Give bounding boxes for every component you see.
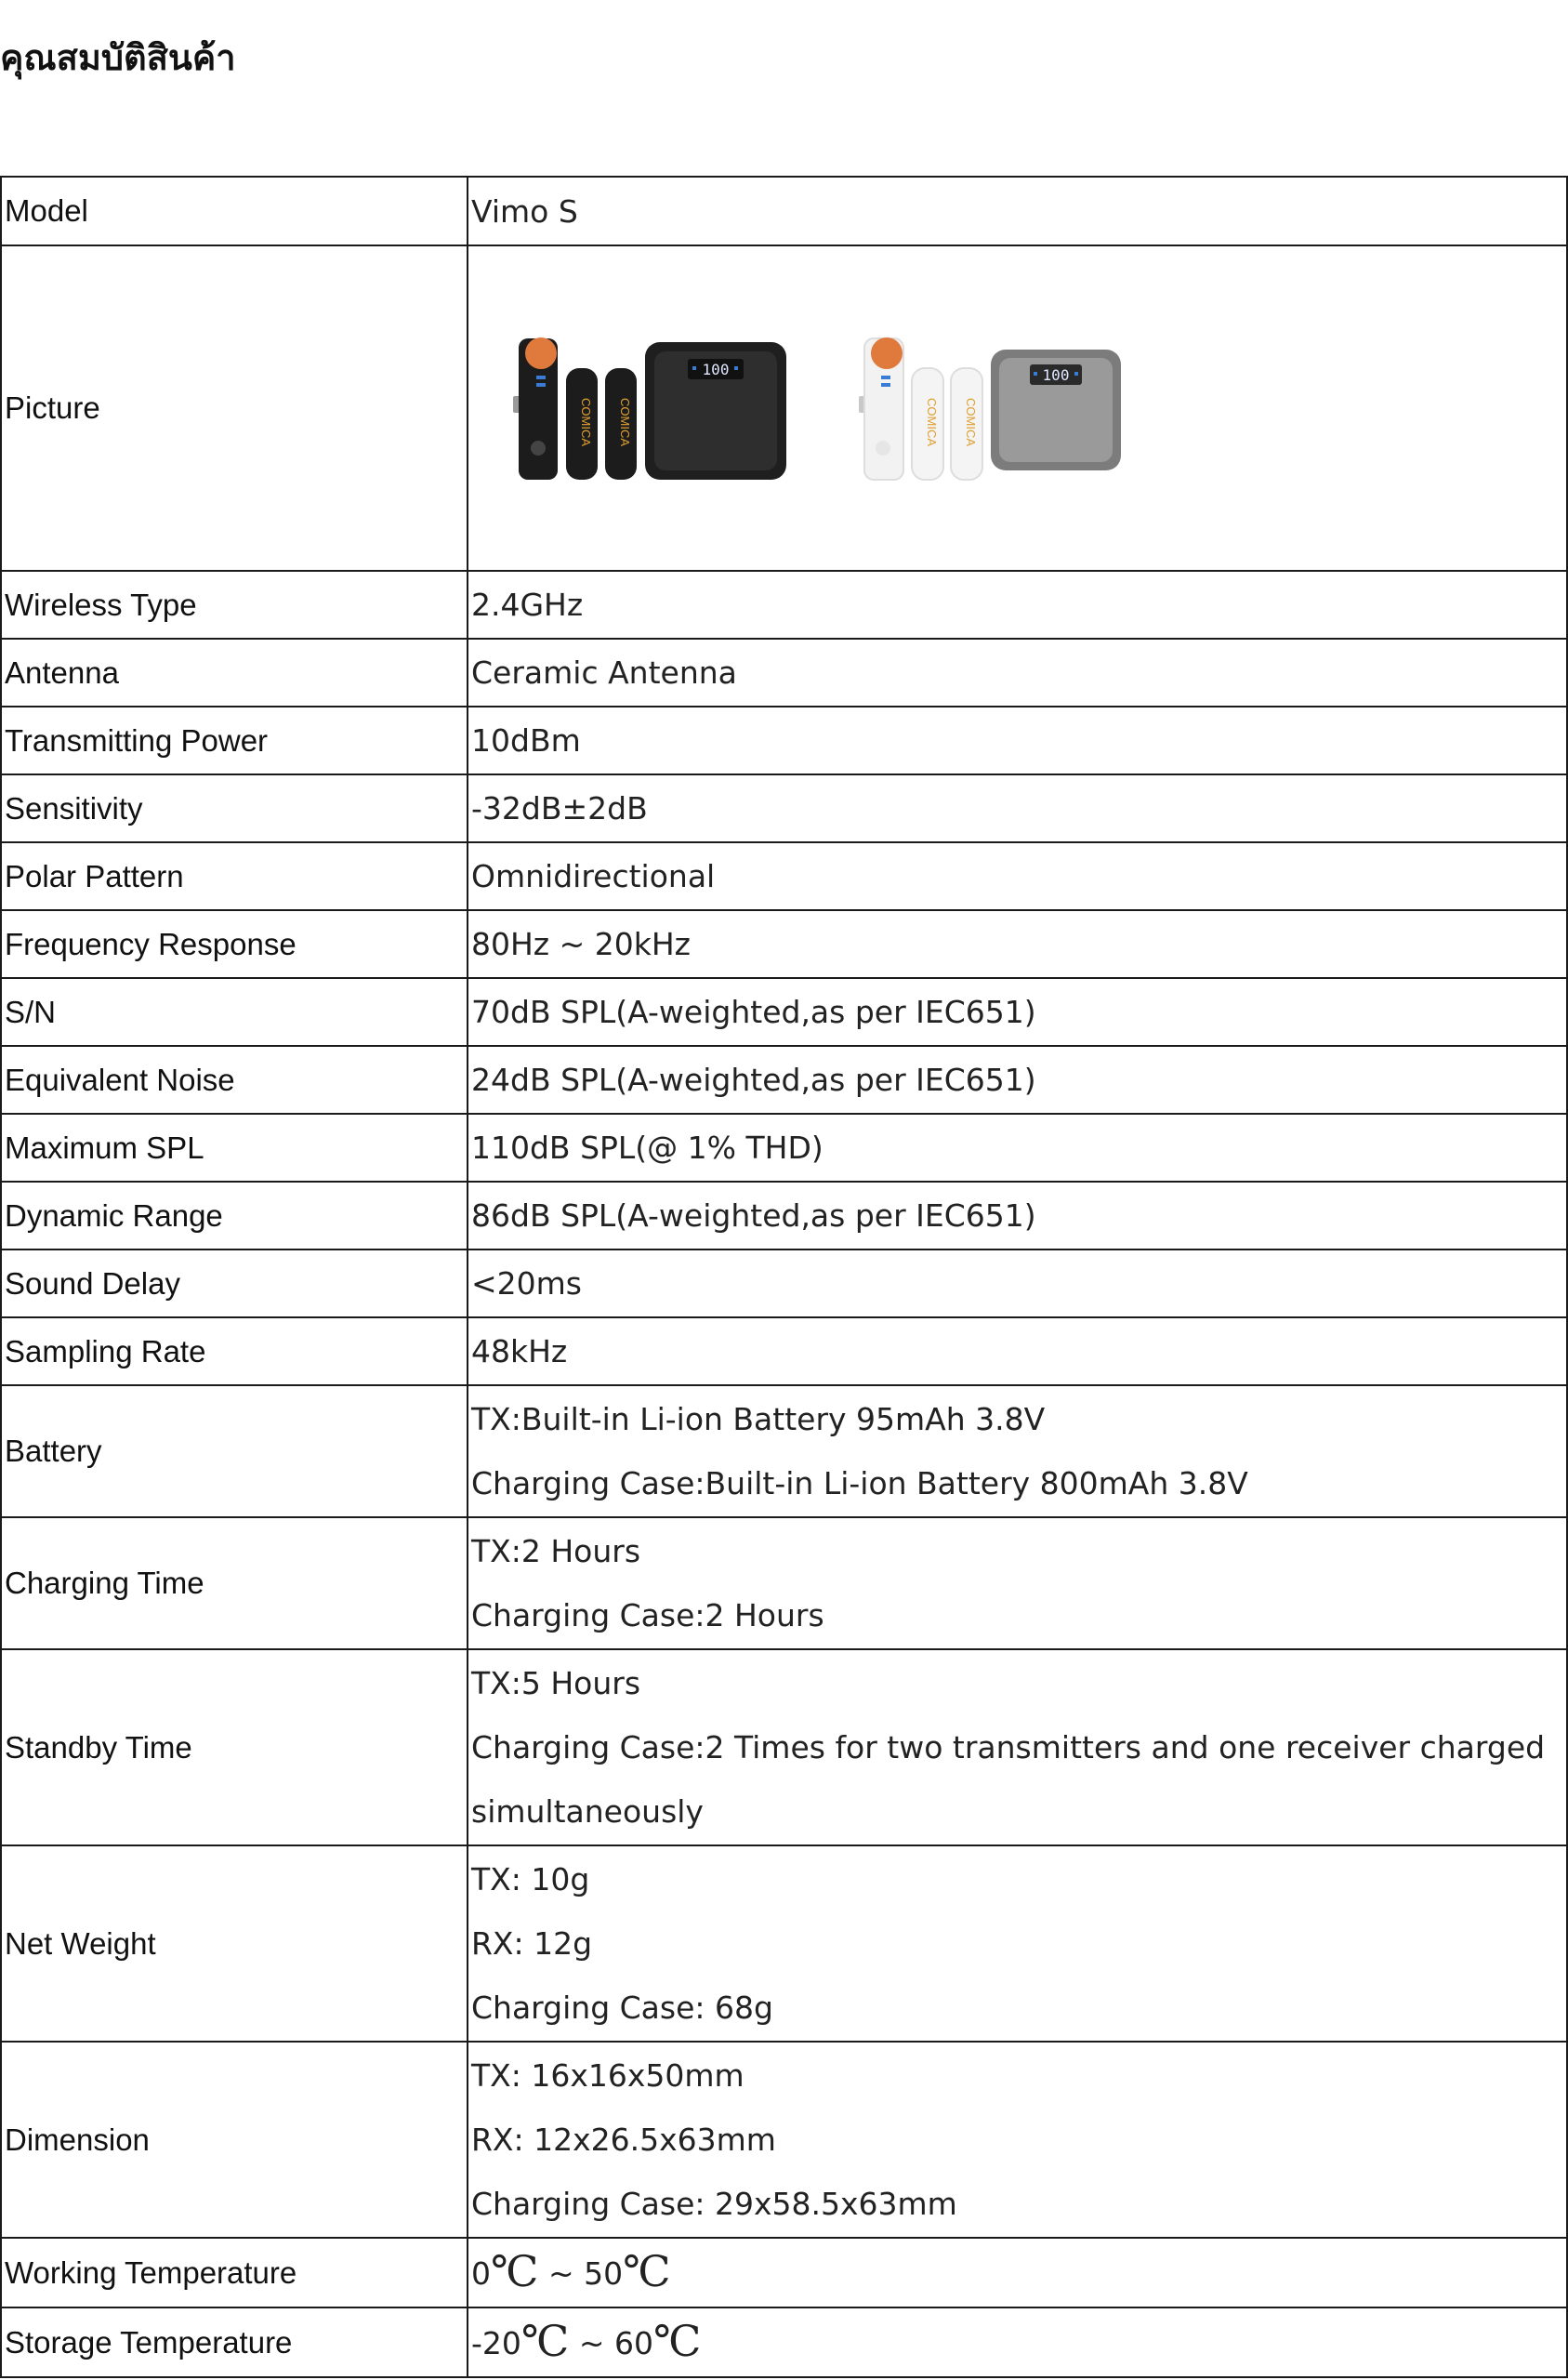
brand-label: COMICA <box>579 398 593 446</box>
celsius-unit: ℃ <box>623 2246 671 2296</box>
spec-value <box>468 978 1567 1046</box>
product-image <box>506 331 1249 489</box>
spec-row-net-weight <box>1 1845 1567 2042</box>
spec-value <box>468 2307 1567 2377</box>
celsius-unit: ℃ <box>653 2316 702 2366</box>
spec-value <box>468 1517 1567 1649</box>
spec-value <box>468 1649 1567 1845</box>
spec-value <box>468 177 1567 245</box>
spec-row-storage-temperature <box>1 2307 1567 2377</box>
spec-value-line: Omnidirectional <box>471 858 716 894</box>
spec-value-line: 80Hz ~ 20kHz <box>471 926 691 962</box>
celsius-unit: ℃ <box>520 2316 570 2366</box>
spec-row-dimension <box>1 2042 1567 2238</box>
spec-row-standby-time <box>1 1649 1567 1845</box>
spec-label: Transmitting Power <box>1 707 468 774</box>
spec-value-line: TX:2 Hours <box>471 1533 641 1569</box>
spec-value-line: Charging Case:Built-in Li-ion Battery 800mAh 3.8V <box>471 1465 1248 1501</box>
spec-value-line: 70dB SPL(A-weighted,as per IEC651) <box>471 994 1036 1030</box>
spec-label: Sampling Rate <box>1 1317 468 1385</box>
page-title: คุณสมบัติสินค้า <box>0 37 236 78</box>
brand-label: COMICA <box>964 398 978 446</box>
spec-label: Net Weight <box>1 1845 468 2042</box>
temperature-range <box>471 2240 1563 2306</box>
temp-high: 50 <box>584 2255 624 2292</box>
spec-value-line: Vimo S <box>471 192 578 230</box>
spec-label: S/N <box>1 978 468 1046</box>
spec-row-sampling-rate <box>1 1317 1567 1385</box>
spec-value-line: TX:5 Hours <box>471 1665 641 1701</box>
spec-row-working-temperature <box>1 2238 1567 2307</box>
brand-label: COMICA <box>618 398 632 446</box>
spec-row-sensitivity <box>1 774 1567 842</box>
gray-charging-case <box>991 350 1121 470</box>
celsius-unit: ℃ <box>491 2246 539 2296</box>
spec-row-transmitting-power <box>1 707 1567 774</box>
spec-value <box>468 2042 1567 2238</box>
spec-value-line: Charging Case: 68g <box>471 1990 773 2026</box>
spec-label: Frequency Response <box>1 910 468 978</box>
spec-label: Working Temperature <box>1 2238 468 2307</box>
case-display: 100 <box>1042 366 1070 384</box>
temp-low: -20 <box>471 2325 521 2361</box>
spec-value-line: TX:Built-in Li-ion Battery 95mAh 3.8V <box>471 1401 1046 1437</box>
spec-value-line: <20ms <box>471 1265 582 1302</box>
spec-row-sound-delay <box>1 1250 1567 1317</box>
spec-table <box>0 176 1568 2378</box>
spec-value-line: 48kHz <box>471 1333 568 1369</box>
spec-value-line: 86dB SPL(A-weighted,as per IEC651) <box>471 1197 1036 1234</box>
spec-value-line: TX: 10g <box>471 1861 590 1897</box>
product-picture <box>468 247 1566 569</box>
spec-label: Wireless Type <box>1 571 468 639</box>
spec-value <box>468 639 1567 707</box>
brand-label: COMICA <box>925 398 939 446</box>
spec-row-wireless-type <box>1 571 1567 639</box>
black-transmitters <box>566 368 637 480</box>
spec-value <box>468 842 1567 910</box>
temp-separator: ~ <box>569 2325 615 2361</box>
spec-label: Antenna <box>1 639 468 707</box>
spec-value-line: 10dBm <box>471 722 581 759</box>
spec-value-line: 24dB SPL(A-weighted,as per IEC651) <box>471 1062 1036 1098</box>
spec-value <box>468 245 1567 571</box>
spec-value <box>468 774 1567 842</box>
spec-label: Maximum SPL <box>1 1114 468 1182</box>
spec-row-charging-time <box>1 1517 1567 1649</box>
spec-label: Battery <box>1 1385 468 1517</box>
spec-value <box>468 2238 1567 2307</box>
spec-value <box>468 707 1567 774</box>
spec-row-maximum-spl <box>1 1114 1567 1182</box>
spec-value <box>468 1250 1567 1317</box>
spec-row-frequency-response <box>1 910 1567 978</box>
spec-label: Model <box>1 177 468 245</box>
spec-row-picture <box>1 245 1567 571</box>
spec-value-line: TX: 16x16x50mm <box>471 2057 744 2094</box>
case-display: 100 <box>702 361 730 378</box>
spec-label: Sensitivity <box>1 774 468 842</box>
spec-label: Charging Time <box>1 1517 468 1649</box>
spec-value-line: Ceramic Antenna <box>471 654 737 691</box>
spec-value-line: 110dB SPL(@ 1% THD) <box>471 1130 824 1166</box>
spec-label: Equivalent Noise <box>1 1046 468 1114</box>
spec-value <box>468 1845 1567 2042</box>
black-charging-case <box>645 342 786 480</box>
spec-value-line: RX: 12g <box>471 1925 593 1962</box>
black-receiver <box>513 337 558 480</box>
spec-value <box>468 1182 1567 1250</box>
spec-value-line: Charging Case:2 Times for two transmitters and one receiver charged simultaneously <box>471 1729 1546 1830</box>
spec-value-line: Charging Case:2 Hours <box>471 1597 824 1633</box>
spec-row-battery <box>1 1385 1567 1517</box>
spec-value-line: 2.4GHz <box>471 587 584 623</box>
white-transmitters <box>912 368 982 480</box>
spec-value <box>468 1385 1567 1517</box>
spec-value <box>468 910 1567 978</box>
spec-label: Picture <box>1 245 468 571</box>
spec-value-line: RX: 12x26.5x63mm <box>471 2122 776 2158</box>
spec-value <box>468 1046 1567 1114</box>
spec-label: Dynamic Range <box>1 1182 468 1250</box>
spec-row-equivalent-noise <box>1 1046 1567 1114</box>
temp-low: 0 <box>471 2255 491 2292</box>
temperature-range <box>471 2309 1563 2375</box>
spec-label: Dimension <box>1 2042 468 2238</box>
spec-value-line: Charging Case: 29x58.5x63mm <box>471 2186 957 2222</box>
spec-row-dynamic-range <box>1 1182 1567 1250</box>
spec-row-polar-pattern <box>1 842 1567 910</box>
spec-label: Sound Delay <box>1 1250 468 1317</box>
spec-label: Storage Temperature <box>1 2307 468 2377</box>
spec-row-model <box>1 177 1567 245</box>
temp-high: 60 <box>614 2325 654 2361</box>
spec-value-line: -32dB±2dB <box>471 790 648 826</box>
spec-value <box>468 1317 1567 1385</box>
spec-row-sn <box>1 978 1567 1046</box>
temp-separator: ~ <box>538 2255 585 2292</box>
spec-value <box>468 571 1567 639</box>
spec-value <box>468 1114 1567 1182</box>
spec-row-antenna <box>1 639 1567 707</box>
spec-label: Polar Pattern <box>1 842 468 910</box>
spec-label: Standby Time <box>1 1649 468 1845</box>
white-receiver <box>859 337 903 480</box>
